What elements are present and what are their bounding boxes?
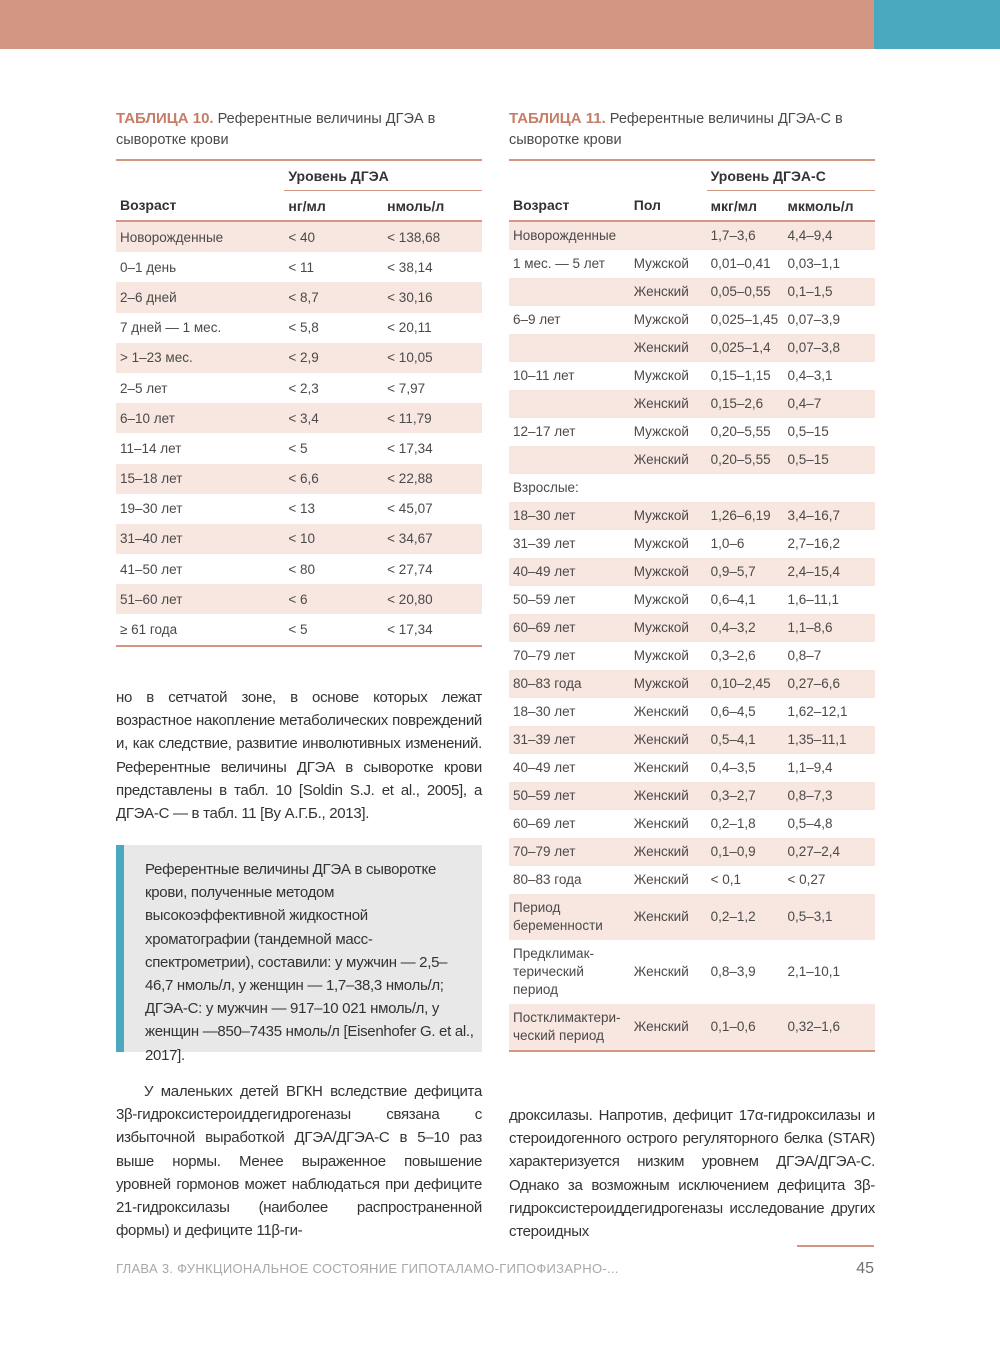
- table10: [116, 161, 482, 647]
- table10-empty-group-cell: [116, 161, 284, 191]
- table-cell: 1,35–11,1: [783, 726, 875, 754]
- table-cell: < 3,4: [284, 403, 383, 433]
- table-cell: Мужской: [630, 614, 707, 642]
- table-cell: Мужской: [633, 312, 689, 327]
- table-row: [116, 343, 482, 373]
- table-cell: 0,10–2,45: [707, 670, 784, 698]
- table-cell: Женский: [630, 1004, 707, 1051]
- table10-title: Референтные величины ДГЭА в сыворотке крови: [116, 111, 436, 148]
- table-row: [509, 306, 875, 334]
- table-cell: 1,0–6: [710, 536, 745, 551]
- table-cell: 12–17 лет: [513, 424, 576, 439]
- table-cell: [630, 221, 707, 250]
- table-row: [116, 403, 482, 433]
- table-cell: Женский: [630, 334, 707, 362]
- table-cell: 50–59 лет: [509, 782, 630, 810]
- table10-col-age: Возраст: [116, 191, 284, 222]
- table-cell: < 0,27: [787, 872, 826, 887]
- table-cell: 1,1–8,6: [783, 614, 875, 642]
- table-cell: < 10: [284, 524, 383, 554]
- table-cell: 0,8–7,3: [783, 782, 875, 810]
- table-row: [509, 586, 875, 614]
- table-cell: Предклимак-терический период: [513, 946, 594, 997]
- table-cell: 2,7–16,2: [787, 536, 841, 551]
- table-cell: 2–6 дней: [116, 282, 284, 312]
- table-cell: Мужской: [630, 670, 707, 698]
- table-row: [116, 554, 482, 584]
- table-cell: Женский: [630, 894, 707, 940]
- table-cell: 15–18 лет: [116, 464, 284, 494]
- table-cell: < 5: [288, 622, 308, 638]
- table-cell: Женский: [630, 278, 707, 306]
- table-cell: 41–50 лет: [120, 561, 183, 577]
- table11-group-header: Уровень ДГЭА-С: [707, 161, 875, 191]
- table-row: [509, 221, 875, 250]
- table-cell: Мужской: [633, 536, 689, 551]
- table-cell: 2–5 лет: [120, 380, 168, 396]
- table-cell: 0,15–2,6: [707, 390, 784, 418]
- table-row: [509, 838, 875, 866]
- table-cell: 0,3–2,7: [707, 782, 784, 810]
- table-row: [116, 373, 482, 403]
- table-cell: 10–11 лет: [513, 368, 575, 383]
- table-cell: < 38,14: [387, 259, 433, 275]
- table-cell: < 8,7: [284, 282, 383, 312]
- table-cell: 0,05–0,55: [707, 278, 784, 306]
- table-cell: Женский: [630, 726, 707, 754]
- table-row: [509, 334, 875, 362]
- table-cell: 0,4–3,2: [707, 614, 784, 642]
- table11-col-mcmoll: мкмоль/л: [783, 191, 875, 222]
- table-cell: Мужской: [633, 256, 689, 271]
- table-cell: 51–60 лет: [116, 584, 284, 614]
- table-cell: Женский: [633, 964, 689, 979]
- table-row: [116, 221, 482, 252]
- note-box: [116, 845, 482, 1064]
- table-cell: > 1–23 мес.: [116, 343, 284, 373]
- table-cell: 18–30 лет: [509, 502, 630, 530]
- table-cell: 0,5–3,1: [783, 894, 875, 940]
- table-cell: Женский: [633, 760, 689, 775]
- table-cell: [509, 334, 630, 362]
- table-row: [509, 782, 875, 810]
- table-cell: 1,7–3,6: [707, 221, 784, 250]
- table-cell: 60–69 лет: [509, 614, 630, 642]
- table-cell: 6–10 лет: [116, 403, 284, 433]
- header-accent: [874, 0, 1000, 49]
- table-cell: 7 дней — 1 мес.: [120, 320, 222, 336]
- table-cell: 2,1–10,1: [787, 964, 841, 979]
- table-cell: Новорожденные: [509, 221, 630, 250]
- table-cell: < 6,6: [284, 464, 383, 494]
- left-bottom-paragraph: У маленьких детей ВГКН вследствие дефицита 3β-гидроксистероиддегидрогеназы связана с избыточной выработкой ДГЭА/ДГЭА-С в 5–10 раз выше нормы. Менее выраженное повышение уровней гормонов может наблюдаться при дефиците 21-гидроксилазы (наиболее распространенной формы) и дефиците 11β-ги-: [116, 1083, 482, 1240]
- table-cell: Период беременности: [509, 894, 630, 940]
- table-cell: 0,03–1,1: [787, 256, 841, 271]
- note-accent-bar: [116, 845, 124, 1052]
- table-cell: < 11: [288, 259, 315, 275]
- table-cell: [509, 446, 630, 474]
- table-row: [509, 614, 875, 642]
- table-row: [509, 754, 875, 782]
- table11-body: [509, 221, 875, 1051]
- table-cell: < 17,34: [387, 622, 433, 638]
- table11-title: Референтные величины ДГЭА-С в сыворотке крови: [509, 111, 843, 148]
- table-row: [509, 502, 875, 530]
- right-bottom-paragraph: дроксилазы. Напротив, дефицит 17α-гидроксилазы и стероидогенного острого регуляторного белка (STAR) характеризуется низким уровнем ДГЭА/ДГЭА-С. Однако за возможным исключением дефицита 3β-гидроксистероиддегидрогеназы исследование других стероидных: [509, 1107, 875, 1241]
- table-cell: 0,1–0,6: [707, 1004, 784, 1051]
- table-row: [509, 446, 875, 474]
- table-cell: 0,07–3,8: [783, 334, 875, 362]
- table-cell: Мужской: [630, 558, 707, 586]
- table-cell: < 22,88: [383, 464, 482, 494]
- table-cell: 0,4–3,1: [787, 368, 833, 383]
- table-cell: Новорожденные: [116, 221, 284, 252]
- table-cell: 0,5–15: [783, 446, 875, 474]
- table-cell: < 7,97: [387, 380, 426, 396]
- table-cell: 1 мес. — 5 лет: [513, 256, 605, 271]
- left-paragraph: но в сетчатой зоне, в основе которых лежат возрастное накопление метаболических повреждений и, как следствие, развитие инволютивных изменений. Референтные величины ДГЭА в сыворотке крови представлены в табл. 10 [Soldin S.J. et al., 2005], а ДГЭА-С — в табл. 11 [Ву А.Г.Б., 2013].: [116, 689, 482, 823]
- table-cell: Женский: [630, 390, 707, 418]
- table-cell: < 27,74: [387, 561, 433, 577]
- table-cell: 31–40 лет: [116, 524, 284, 554]
- table-cell: Женский: [633, 872, 689, 887]
- table11-block: [509, 108, 875, 1052]
- table-cell: < 80: [288, 561, 316, 577]
- table-cell: Женский: [633, 816, 689, 831]
- table-cell: < 5,8: [288, 320, 319, 336]
- table-cell: < 5: [288, 440, 308, 456]
- table-cell: Мужской: [633, 648, 689, 663]
- table-cell: Женский: [633, 704, 689, 719]
- table-cell: Женский: [630, 446, 707, 474]
- table-row: [116, 464, 482, 494]
- table-cell: < 11,79: [383, 403, 482, 433]
- table-cell: 1,26–6,19: [707, 502, 784, 530]
- table-row: [509, 866, 875, 894]
- table-cell: 0–1 день: [120, 259, 177, 275]
- table-row: [116, 614, 482, 645]
- table10-caption: [116, 108, 482, 151]
- table-cell: < 13: [288, 501, 316, 517]
- table11-col-sex: Пол: [630, 191, 707, 222]
- table-cell: 0,8–7: [787, 648, 822, 663]
- table-cell: 1,6–11,1: [787, 592, 840, 607]
- table-cell: 18–30 лет: [513, 704, 576, 719]
- table-cell: Мужской: [633, 424, 689, 439]
- table-row: [509, 390, 875, 418]
- table10-group-header: Уровень ДГЭА: [284, 161, 482, 191]
- table-cell: 3,4–16,7: [783, 502, 875, 530]
- note-text: Референтные величины ДГЭА в сыворотке крови, полученные методом высокоэффективной жидкостной хроматографии (тандемной масс-спектрометрии), составили: у мужчин — 2,5–46,7 нмоль/л, у женщин — 1,7–38,3 нмоль/л; ДГЭА-С: у мужчин — 917–10 021 нмоль/л, у женщин —850–7435 нмоль/л [Eisenhofer G. et al., 2017].: [145, 861, 474, 1064]
- table-cell: 4,4–9,4: [783, 221, 875, 250]
- table11-label: ТАБЛИЦА 11.: [509, 110, 606, 127]
- table-cell: < 0,1: [710, 872, 742, 887]
- table-row: [509, 530, 875, 558]
- table10-block: [116, 108, 482, 647]
- table-cell: 0,20–5,55: [710, 424, 771, 439]
- table-cell: 31–39 лет: [513, 536, 576, 551]
- table10-col-nmoll: нмоль/л: [383, 191, 482, 222]
- table-cell: Мужской: [630, 502, 707, 530]
- table-cell: < 34,67: [383, 524, 482, 554]
- table11-col-age: Возраст: [509, 191, 630, 222]
- table-cell: < 30,16: [383, 282, 482, 312]
- table-cell: 0,3–2,6: [710, 648, 756, 663]
- table11-adults-label: Взрослые:: [513, 480, 579, 495]
- table10-col-ngml: нг/мл: [284, 191, 383, 222]
- table-cell: [509, 278, 630, 306]
- table-row: [509, 670, 875, 698]
- table-cell: 40–49 лет: [513, 760, 576, 775]
- table-row: [509, 894, 875, 940]
- table-cell: < 20,11: [387, 320, 432, 336]
- table-cell: 0,9–5,7: [707, 558, 784, 586]
- table-cell: 0,2–1,2: [707, 894, 784, 940]
- table11: [509, 161, 875, 1052]
- table-row: [509, 250, 875, 278]
- table-row: [509, 726, 875, 754]
- table-cell: 0,4–3,5: [710, 760, 756, 775]
- table-cell: < 2,3: [288, 380, 319, 396]
- header-band: [0, 0, 874, 49]
- table-cell: 0,1–0,9: [707, 838, 784, 866]
- table-row: [116, 282, 482, 312]
- table-cell: < 20,80: [383, 584, 482, 614]
- footer-rule: [797, 1245, 874, 1247]
- table-cell: 0,4–7: [783, 390, 875, 418]
- table-cell: Женский: [630, 782, 707, 810]
- table-cell: 0,5–4,1: [707, 726, 784, 754]
- table-row: [509, 418, 875, 446]
- table10-body: [116, 221, 482, 646]
- table-cell: 0,6–4,5: [710, 704, 756, 719]
- table-cell: 0,5–4,8: [787, 816, 833, 831]
- table-cell: 0,07–3,9: [787, 312, 841, 327]
- table-cell: 70–79 лет: [513, 648, 576, 663]
- table-row: [509, 1004, 875, 1051]
- table-cell: Женский: [630, 838, 707, 866]
- table-cell: 31–39 лет: [509, 726, 630, 754]
- table-row: [509, 558, 875, 586]
- table-cell: < 6: [284, 584, 383, 614]
- table-row: [116, 433, 482, 463]
- table-cell: < 17,34: [387, 440, 433, 456]
- table11-empty-group-cell: [509, 161, 707, 191]
- table-cell: 40–49 лет: [509, 558, 630, 586]
- table-row: [509, 278, 875, 306]
- table-cell: Постклимактери-ческий период: [509, 1004, 630, 1051]
- table11-caption: [509, 108, 875, 151]
- table-cell: 0,20–5,55: [707, 446, 784, 474]
- footer-chapter-title: ГЛАВА 3. ФУНКЦИОНАЛЬНОЕ СОСТОЯНИЕ ГИПОТАЛАМО-ГИПОФИЗАРНО-...: [116, 1261, 619, 1276]
- table-row: [116, 524, 482, 554]
- table-cell: 0,27–6,6: [783, 670, 875, 698]
- table11-col-mcgml: мкг/мл: [707, 191, 784, 222]
- table-cell: 0,8–3,9: [710, 964, 756, 979]
- table-row: [116, 313, 482, 343]
- table-cell: < 10,05: [383, 343, 482, 373]
- table-cell: 11–14 лет: [120, 440, 182, 456]
- table-cell: 0,025–1,45: [710, 312, 779, 327]
- table-cell: 0,1–1,5: [783, 278, 875, 306]
- table-cell: < 2,9: [284, 343, 383, 373]
- table-cell: ≥ 61 года: [120, 622, 178, 638]
- table-row: [509, 642, 875, 670]
- table-row: [509, 940, 875, 1004]
- table-cell: 19–30 лет: [120, 501, 183, 517]
- table-row: [509, 810, 875, 838]
- table-cell: 0,01–0,41: [710, 256, 771, 271]
- table-cell: Мужской: [633, 368, 689, 383]
- table-cell: 0,27–2,4: [783, 838, 875, 866]
- table-cell: [509, 390, 630, 418]
- table-cell: 1,62–12,1: [787, 704, 848, 719]
- table-cell: 0,025–1,4: [707, 334, 784, 362]
- table-cell: 6–9 лет: [513, 312, 561, 327]
- table-row: [509, 698, 875, 726]
- table11-section-row: [509, 474, 875, 502]
- table-cell: 80–83 года: [509, 670, 630, 698]
- table-cell: < 40: [284, 221, 383, 252]
- table-cell: Мужской: [633, 592, 689, 607]
- table-cell: 1,1–9,4: [787, 760, 833, 775]
- table-cell: < 138,68: [383, 221, 482, 252]
- table10-label: ТАБЛИЦА 10.: [116, 110, 214, 127]
- table-cell: 2,4–15,4: [783, 558, 875, 586]
- table-cell: 0,2–1,8: [710, 816, 756, 831]
- table-row: [116, 584, 482, 614]
- table-cell: 0,32–1,6: [783, 1004, 875, 1051]
- table-cell: 50–59 лет: [513, 592, 576, 607]
- table-row: [509, 362, 875, 390]
- table-cell: 60–69 лет: [513, 816, 576, 831]
- table-row: [116, 252, 482, 282]
- table-cell: 80–83 года: [513, 872, 582, 887]
- table-row: [116, 494, 482, 524]
- table-cell: 0,15–1,15: [710, 368, 771, 383]
- table-cell: < 45,07: [387, 501, 433, 517]
- page-number: 45: [856, 1260, 874, 1277]
- table-cell: 0,6–4,1: [710, 592, 756, 607]
- table-cell: 0,5–15: [787, 424, 829, 439]
- table-cell: 70–79 лет: [509, 838, 630, 866]
